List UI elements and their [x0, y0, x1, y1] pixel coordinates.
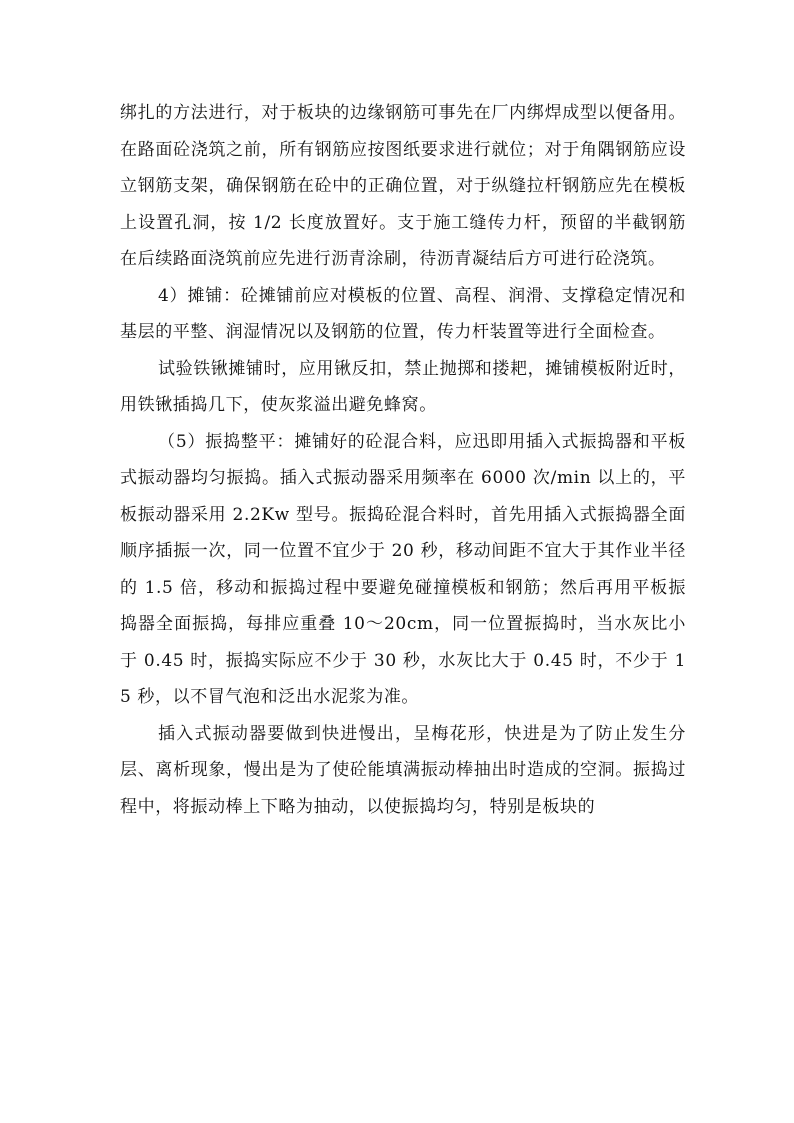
paragraph-spreading: 4）摊铺：砼摊铺前应对模板的位置、高程、润滑、支撑稳定情况和基层的平整、润湿情况以及钢筋的位置，传力杆装置等进行全面检查。 [120, 285, 686, 342]
paragraph-insertion-vibrator: 插入式振动器要做到快进慢出，呈梅花形，快进是为了防止发生分层、离析现象，慢出是为了使砼能填满振动棒抽出时造成的空洞。振捣过程中，将振动棒上下略为抽动，以使振捣均匀，特别是板块的 [120, 723, 686, 817]
paragraph-vibrating-leveling: （5）振捣整平：摊铺好的砼混合料，应迅即用插入式振捣器和平板式振动器均匀振捣。插入式振动器采用频率在 6000 次/min 以上的，平板振动器采用 2.2Kw 型号。振捣砼混合料时，首先用插入式振捣器全面顺序插振一次，同一位置不宜少于 20 秒，移动间距不宜大于其作业半径的 1.5 倍，移动和振捣过程中要避免碰撞模板和钢筋；然后再用平板振捣器全面振捣，每排应重叠 10～20cm，同一位置振捣时，当水灰比小于 0.45 时，振捣实际应不少于 30 秒，水灰比大于 0.45 时，不少于 15 秒，以不冒气泡和泛出水泥浆为准。 [120, 431, 686, 707]
paragraph-rebar-binding: 绑扎的方法进行，对于板块的边缘钢筋可事先在厂内绑焊成型以便备用。在路面砼浇筑之前，所有钢筋应按图纸要求进行就位；对于角隅钢筋应设立钢筋支架，确保钢筋在砼中的正确位置，对于纵缝拉杆钢筋应先在模板上设置孔洞，按 1/2 长度放置好。支于施工缝传力杆，预留的半截钢筋在后续路面浇筑前应先进行沥青涂刷，待沥青凝结后方可进行砼浇筑。 [120, 103, 686, 269]
document-page [120, 95, 686, 825]
paragraph-shovel-spreading: 试验铁锹摊铺时，应用锹反扣，禁止抛掷和搂耙，摊铺模板附近时，用铁锹插捣几下，使灰浆溢出避免蜂窝。 [120, 358, 686, 415]
